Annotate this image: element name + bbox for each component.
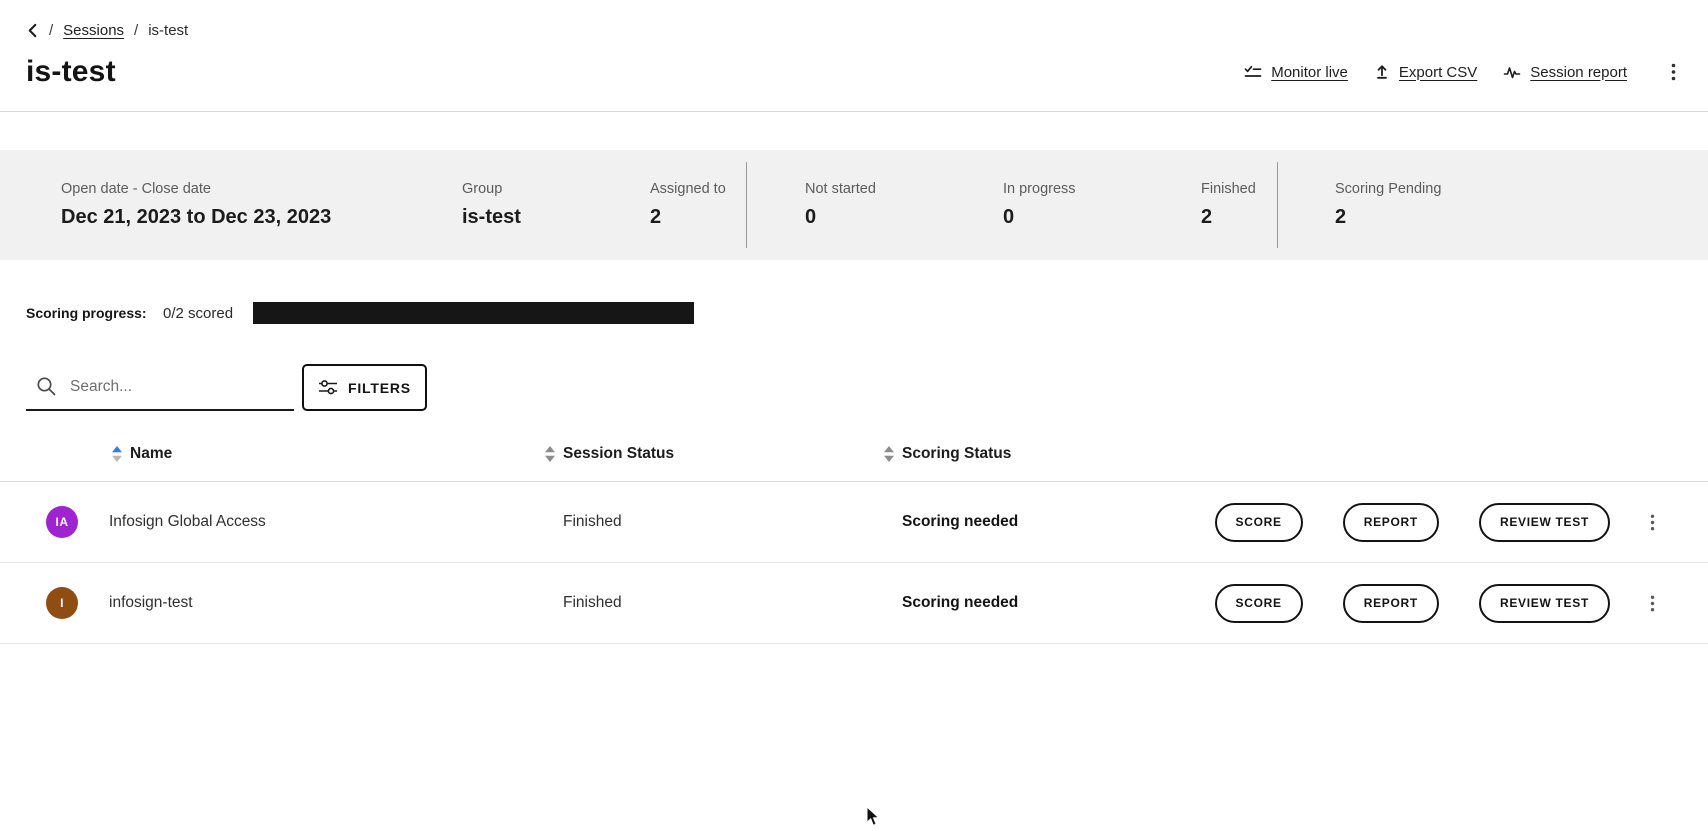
review-test-button[interactable]: REVIEW TEST <box>1479 503 1610 542</box>
sort-icon <box>112 446 122 462</box>
kebab-icon <box>1671 63 1676 81</box>
scoring-progress-label: Scoring progress: <box>26 305 147 321</box>
summary-label: Finished <box>1201 181 1256 197</box>
row-session-status: Finished <box>563 594 622 611</box>
pulse-icon <box>1503 65 1521 80</box>
summary-bar <box>0 150 1708 260</box>
kebab-icon <box>1650 514 1655 531</box>
review-test-button[interactable]: REVIEW TEST <box>1479 584 1610 623</box>
mouse-cursor <box>866 806 881 830</box>
search-field[interactable] <box>26 364 294 411</box>
breadcrumb-separator: / <box>49 22 54 39</box>
row-name: infosign-test <box>109 594 193 611</box>
chevron-left-icon <box>26 23 39 38</box>
summary-open-close-dates <box>61 181 462 229</box>
breadcrumb <box>26 22 1682 39</box>
summary-value: 0 <box>805 206 817 228</box>
monitor-live-icon <box>1244 65 1262 80</box>
column-label: Scoring Status <box>902 445 1012 462</box>
search-input[interactable] <box>70 378 270 396</box>
summary-in-progress <box>1003 181 1201 229</box>
back-button[interactable] <box>26 23 39 38</box>
summary-value: 2 <box>1201 206 1213 228</box>
header-actions <box>1244 59 1682 85</box>
top-bar <box>0 0 1708 93</box>
monitor-live-button[interactable] <box>1244 64 1348 81</box>
filters-icon <box>318 379 338 396</box>
summary-label: Scoring Pending <box>1335 181 1442 197</box>
report-button[interactable]: REPORT <box>1343 503 1439 542</box>
summary-value: 2 <box>1335 206 1347 228</box>
column-header-session-status[interactable] <box>563 445 902 463</box>
breadcrumb-current: is-test <box>148 22 189 39</box>
row-overflow-menu-button[interactable] <box>1622 589 1682 618</box>
filters-button[interactable] <box>302 364 427 411</box>
upload-icon <box>1374 64 1390 80</box>
summary-label: Not started <box>805 181 876 197</box>
session-report-button[interactable] <box>1503 64 1627 81</box>
header-overflow-menu-button[interactable] <box>1665 59 1682 85</box>
summary-value: Dec 21, 2023 to Dec 23, 2023 <box>61 206 332 228</box>
scoring-progress-bar <box>253 302 694 324</box>
avatar: I <box>46 587 78 619</box>
summary-label: Assigned to <box>650 181 726 197</box>
summary-value: is-test <box>462 206 521 228</box>
summary-label: In progress <box>1003 181 1076 197</box>
scoring-progress-row <box>0 302 1708 324</box>
export-csv-button[interactable] <box>1374 64 1477 81</box>
search-icon <box>36 376 57 397</box>
score-button[interactable]: SCORE <box>1215 584 1303 623</box>
column-label: Name <box>130 445 173 462</box>
sort-icon <box>545 446 555 462</box>
summary-group <box>462 181 650 229</box>
row-scoring-status: Scoring needed <box>902 594 1019 611</box>
scoring-progress-count: 0/2 scored <box>163 304 234 322</box>
report-button[interactable]: REPORT <box>1343 584 1439 623</box>
filters-label: FILTERS <box>348 379 411 396</box>
summary-label: Group <box>462 181 503 197</box>
summary-scoring-pending <box>1335 181 1441 229</box>
sort-icon <box>884 446 894 462</box>
row-overflow-menu-button[interactable] <box>1622 508 1682 537</box>
row-name: Infosign Global Access <box>109 513 266 530</box>
export-csv-label: Export CSV <box>1398 63 1478 81</box>
summary-value: 2 <box>650 206 662 228</box>
summary-divider <box>1277 162 1278 248</box>
table-header <box>0 427 1708 482</box>
monitor-live-label: Monitor live <box>1271 63 1348 81</box>
summary-value: 0 <box>1003 206 1015 228</box>
breadcrumb-separator: / <box>134 22 139 39</box>
row-session-status: Finished <box>563 513 622 530</box>
breadcrumb-sessions-link[interactable]: Sessions <box>63 22 125 39</box>
session-report-label: Session report <box>1530 63 1627 81</box>
score-button[interactable]: SCORE <box>1215 503 1303 542</box>
summary-finished <box>1201 181 1277 229</box>
page-title: is-test <box>26 55 116 88</box>
avatar: IA <box>46 506 78 538</box>
column-label: Session Status <box>563 445 675 462</box>
header-divider <box>0 111 1708 112</box>
summary-label: Open date - Close date <box>61 181 211 197</box>
column-header-scoring-status[interactable] <box>902 445 1182 463</box>
summary-assigned-to <box>650 181 746 229</box>
summary-divider <box>746 162 747 248</box>
kebab-icon <box>1650 595 1655 612</box>
table-row <box>0 482 1708 563</box>
row-scoring-status: Scoring needed <box>902 513 1019 530</box>
summary-not-started <box>805 181 1003 229</box>
table-row <box>0 563 1708 644</box>
column-header-name[interactable] <box>26 445 563 463</box>
